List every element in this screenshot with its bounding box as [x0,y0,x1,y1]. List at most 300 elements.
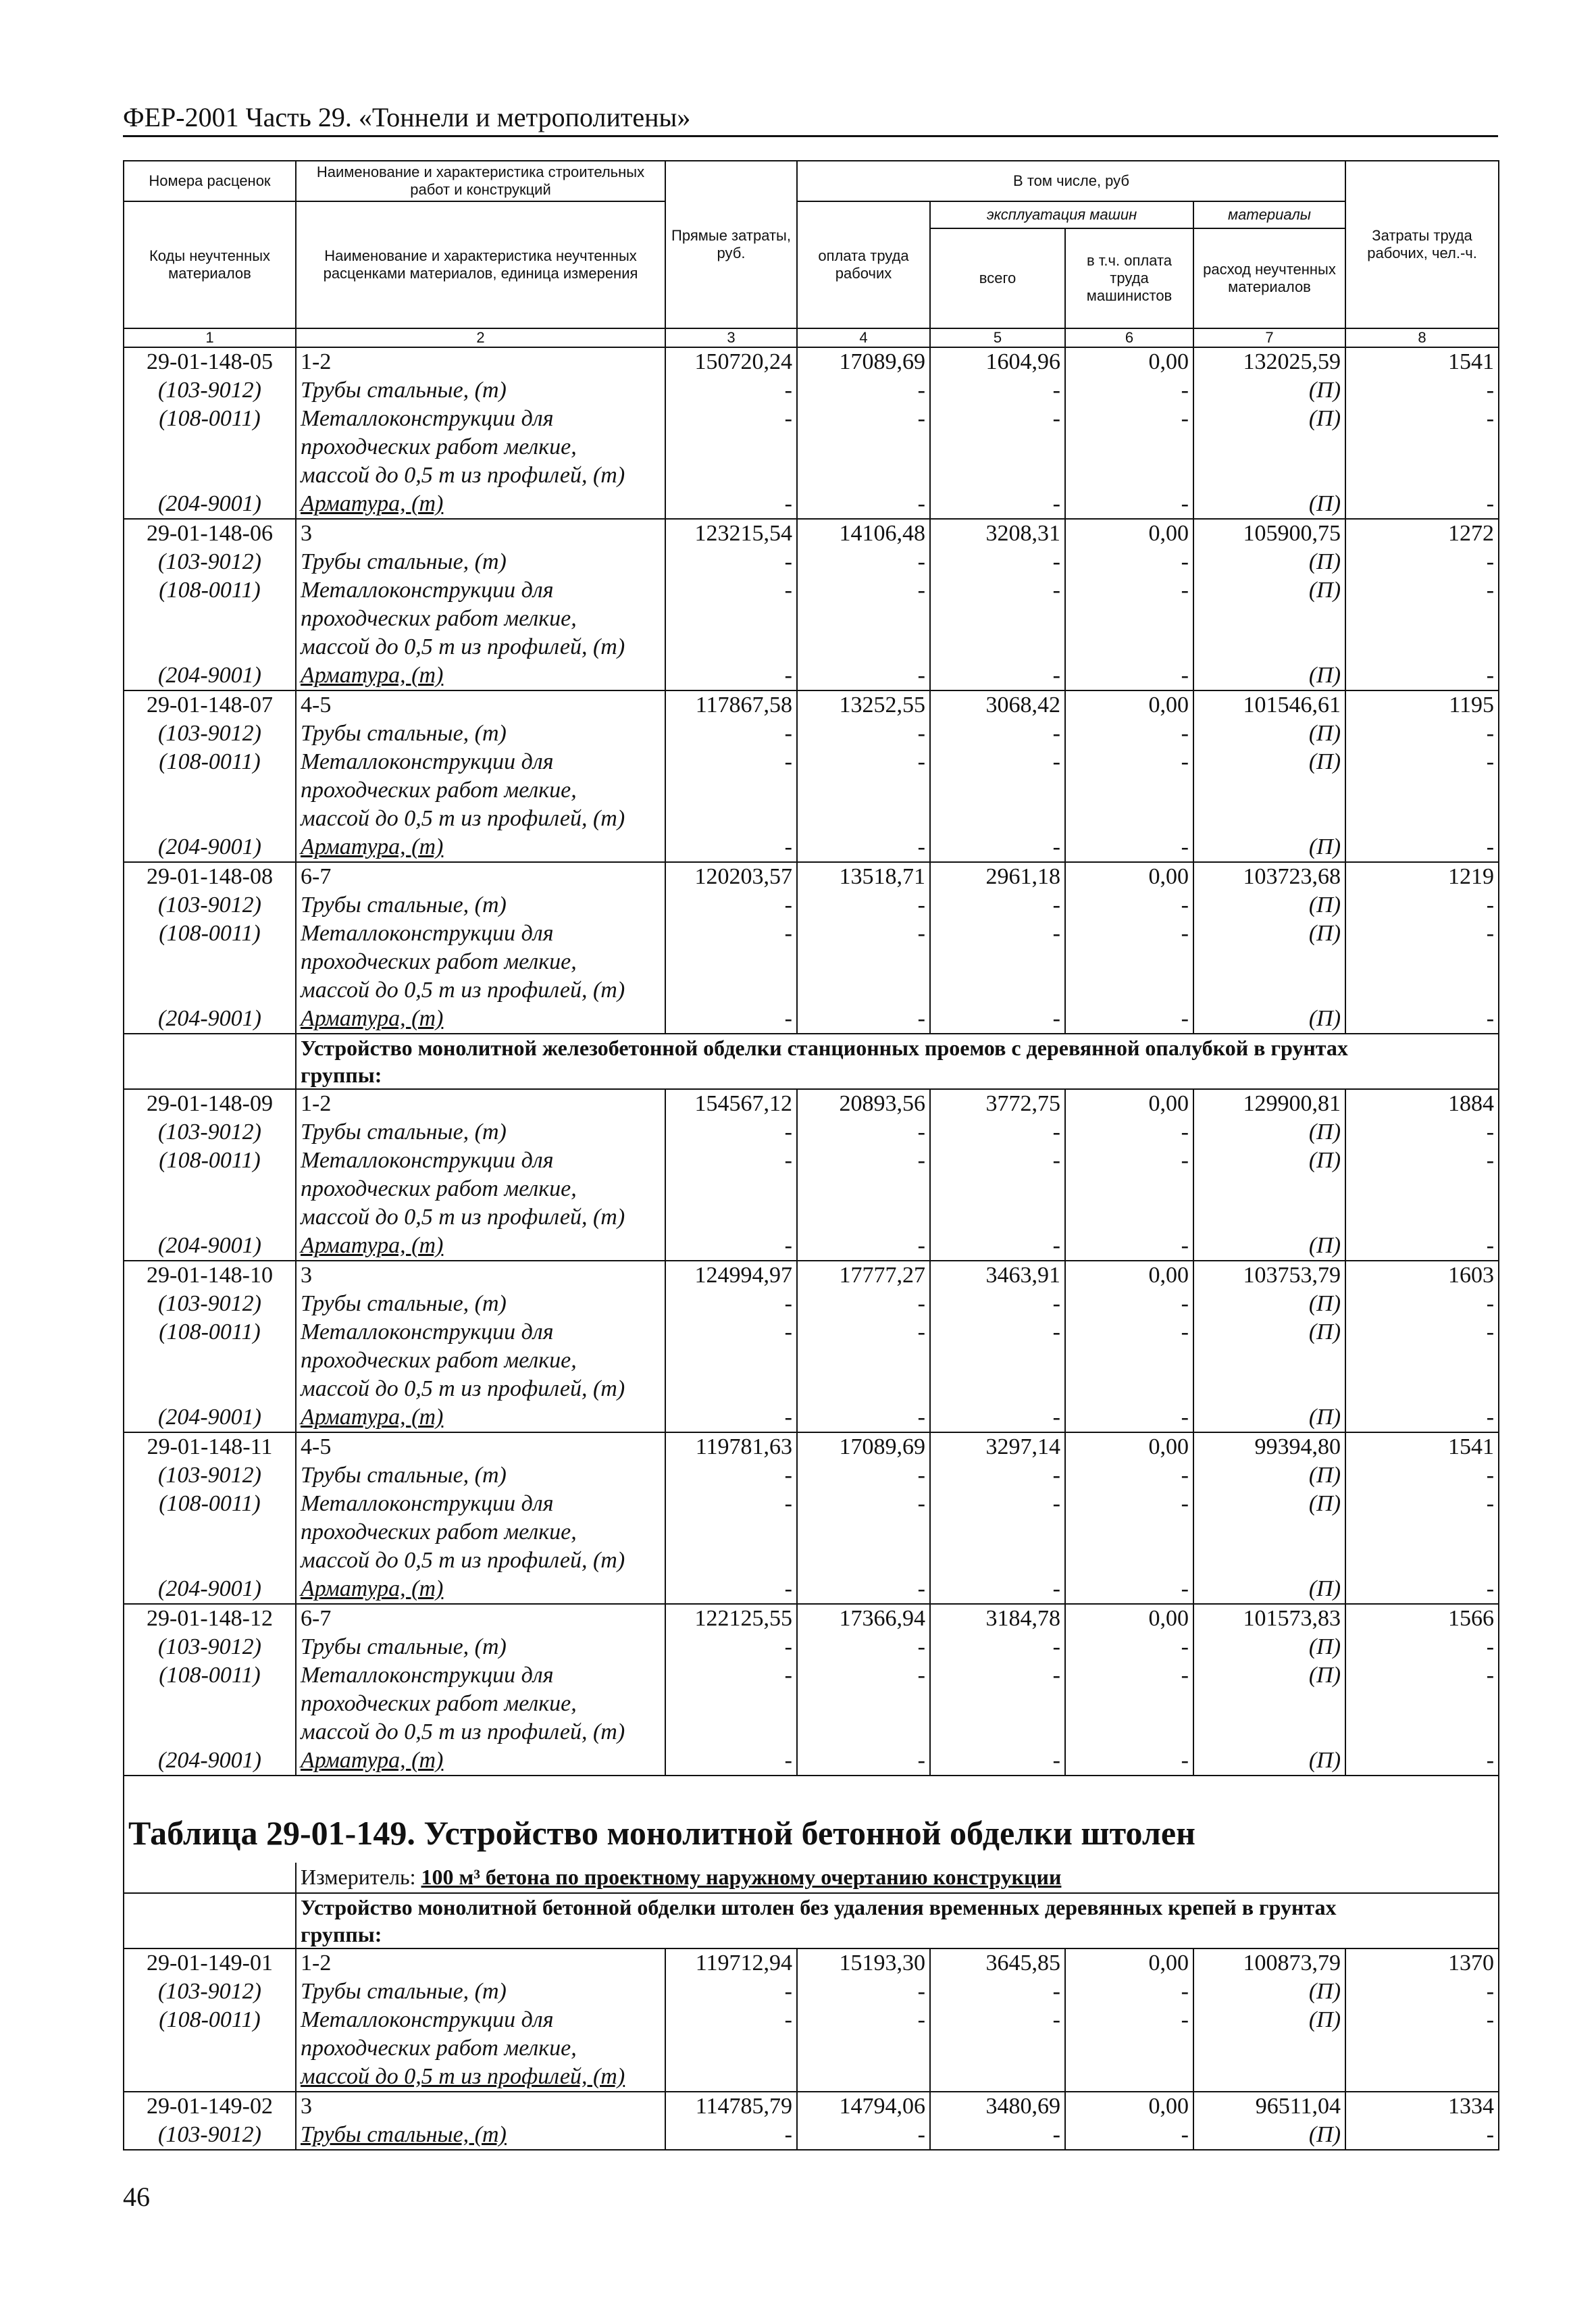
material-row [124,1005,1499,1034]
dash-cell: - [930,891,1065,920]
dash-cell [665,805,797,833]
machinist-cost: 0,00 [1065,2092,1193,2121]
dash-cell [930,433,1065,461]
material-name-text: Трубы стальные, (т) [301,1120,507,1145]
material-name-text: массой до 0,5 т из профилей, (т) [301,2064,625,2089]
material-code [124,433,296,461]
material-name [296,490,665,519]
unaccounted-flag [1193,976,1345,1005]
dash-cell [1345,1690,1499,1718]
dash-cell: - [1065,1461,1193,1490]
table-body [124,347,1499,2150]
dash-cell: - [1345,1290,1499,1318]
unaccounted-flag: (П) [1193,1403,1345,1432]
labor-hours: 1541 [1345,347,1499,376]
dash-cell [1345,1203,1499,1232]
unaccounted-flag [1193,1175,1345,1203]
unaccounted-flag [1193,1546,1345,1575]
dash-cell [1065,1546,1193,1575]
direct-costs: 124994,97 [665,1261,797,1290]
material-code [124,776,296,805]
dash-cell [797,1175,930,1203]
table-title-row [124,1803,1499,1863]
material-row [124,920,1499,948]
material-code: (108-0011) [124,748,296,776]
material-code [124,2063,296,2092]
machine-cost: 2961,18 [930,862,1065,891]
material-code [124,948,296,976]
dash-cell: - [665,920,797,948]
labor-hours: 1541 [1345,1432,1499,1461]
material-name-text: Металлоконструкции для [301,1148,554,1173]
unaccounted-flag [1193,633,1345,661]
dash-cell [797,605,930,633]
material-row [124,576,1499,605]
material-code: (204-9001) [124,661,296,690]
material-name [296,1490,665,1518]
machine-cost: 3068,42 [930,690,1065,720]
dash-cell [665,605,797,633]
labor-cost: 17366,94 [797,1604,930,1633]
dash-cell [797,1203,930,1232]
dash-cell: - [1345,1633,1499,1661]
dash-cell [1065,605,1193,633]
materials-cost: 103723,68 [1193,862,1345,891]
material-row [124,1318,1499,1347]
material-name-text: Трубы стальные, (т) [301,721,507,746]
unaccounted-flag: (П) [1193,748,1345,776]
materials-cost: 99394,80 [1193,1432,1345,1461]
dash-cell: - [797,1633,930,1661]
unaccounted-flag: (П) [1193,661,1345,690]
price-row [124,1948,1499,1978]
dash-cell: - [930,1575,1065,1604]
dash-cell: - [1345,1461,1499,1490]
dash-cell: - [1345,1746,1499,1776]
dash-cell: - [1345,1232,1499,1261]
material-row [124,1575,1499,1604]
material-name-text: Металлоконструкции для [301,1491,554,1516]
material-row [124,1203,1499,1232]
rate-name: 6-7 [296,1604,665,1633]
dash-cell: - [1345,1403,1499,1432]
machine-cost: 1604,96 [930,347,1065,376]
dash-cell: - [930,920,1065,948]
dash-cell [930,1375,1065,1403]
unaccounted-flag: (П) [1193,1147,1345,1175]
dash-cell [797,1718,930,1746]
col-head-labor: оплата труда рабочих [797,201,930,328]
material-name [296,1690,665,1718]
dash-cell: - [930,1318,1065,1347]
table-title: Таблица 29-01-149. Устройство монолитной бетонной обделки штолен [124,1803,1499,1863]
material-code [124,1203,296,1232]
rate-name: 3 [296,1261,665,1290]
material-name [296,1290,665,1318]
unaccounted-flag [1193,1375,1345,1403]
material-name [296,2121,665,2150]
dash-cell: - [1345,1318,1499,1347]
dash-cell: - [665,891,797,920]
dash-cell [1345,776,1499,805]
material-name-text: Арматура, (т) [301,491,444,516]
material-name [296,976,665,1005]
rate-code: 29-01-148-05 [124,347,296,376]
material-code: (204-9001) [124,1746,296,1776]
price-row [124,690,1499,720]
dash-cell: - [665,2006,797,2034]
dash-cell [1065,433,1193,461]
material-code: (103-9012) [124,2121,296,2150]
dash-cell [1065,1375,1193,1403]
col-head-codes: Номера расценок [124,161,296,201]
direct-costs: 154567,12 [665,1089,797,1118]
dash-cell: - [930,1005,1065,1034]
dash-cell: - [665,1005,797,1034]
dash-cell [1065,776,1193,805]
material-name [296,2063,665,2092]
unaccounted-flag [1193,433,1345,461]
materials-cost: 100873,79 [1193,1948,1345,1978]
rate-code: 29-01-149-01 [124,1948,296,1978]
dash-cell: - [1345,748,1499,776]
material-code: (204-9001) [124,1403,296,1432]
material-name [296,2034,665,2063]
unaccounted-flag [1193,461,1345,490]
material-row [124,2034,1499,2063]
unaccounted-flag: (П) [1193,1290,1345,1318]
dash-cell [665,976,797,1005]
dash-cell [930,1690,1065,1718]
dash-cell: - [1345,405,1499,433]
dash-cell: - [797,833,930,862]
dash-cell: - [797,2006,930,2034]
material-name [296,805,665,833]
dash-cell: - [1345,576,1499,605]
material-name-text: массой до 0,5 т из профилей, (т) [301,1205,625,1230]
material-row [124,1690,1499,1718]
dash-cell: - [797,1661,930,1690]
labor-cost: 17777,27 [797,1261,930,1290]
material-code: (108-0011) [124,920,296,948]
column-numbers: 1 2 3 4 5 6 7 8 [124,328,1499,347]
labor-cost: 20893,56 [797,1089,930,1118]
direct-costs: 150720,24 [665,347,797,376]
material-row [124,1978,1499,2006]
dash-cell [665,776,797,805]
dash-cell [1345,1347,1499,1375]
labor-hours: 1370 [1345,1948,1499,1978]
dash-cell [665,1203,797,1232]
material-name-text: Арматура, (т) [301,1748,444,1773]
materials-cost: 105900,75 [1193,519,1345,548]
unaccounted-flag: (П) [1193,1005,1345,1034]
spacer-cell [124,1776,1499,1803]
material-name [296,461,665,490]
dash-cell [1345,1546,1499,1575]
material-code: (103-9012) [124,1290,296,1318]
machine-cost: 3208,31 [930,519,1065,548]
dash-cell: - [797,1490,930,1518]
material-code [124,1518,296,1546]
direct-costs: 119781,63 [665,1432,797,1461]
material-code: (103-9012) [124,1461,296,1490]
material-code: (108-0011) [124,2006,296,2034]
unaccounted-flag [1193,1347,1345,1375]
material-code [124,1175,296,1203]
dash-cell: - [1345,1575,1499,1604]
rate-name: 4-5 [296,1432,665,1461]
dash-cell [797,2034,930,2063]
material-code [124,1375,296,1403]
dash-cell [1065,633,1193,661]
material-name-text: проходческих работ мелкие, [301,949,577,974]
dash-cell: - [797,548,930,576]
material-name [296,405,665,433]
dash-cell: - [1345,833,1499,862]
dash-cell: - [1345,1661,1499,1690]
unaccounted-flag: (П) [1193,2121,1345,2150]
material-name [296,1546,665,1575]
materials-cost: 129900,81 [1193,1089,1345,1118]
dash-cell [797,1347,930,1375]
dash-cell: - [797,490,930,519]
labor-hours: 1272 [1345,519,1499,548]
machinist-cost: 0,00 [1065,1432,1193,1461]
machinist-cost: 0,00 [1065,862,1193,891]
dash-cell: - [930,1118,1065,1147]
material-name-text: Арматура, (т) [301,1576,444,1601]
material-code [124,633,296,661]
dash-cell [797,633,930,661]
col-head-hours: Затраты труда рабочих, чел.-ч. [1345,161,1499,328]
dash-cell: - [665,548,797,576]
direct-costs: 114785,79 [665,2092,797,2121]
dash-cell [665,2063,797,2092]
group-heading [124,1034,1499,1089]
page-number: 46 [123,2182,150,2212]
dash-cell: - [1065,1318,1193,1347]
dash-cell [797,1375,930,1403]
material-code [124,1690,296,1718]
dash-cell: - [1065,1978,1193,2006]
material-code: (103-9012) [124,1118,296,1147]
material-name [296,376,665,405]
material-row [124,1490,1499,1518]
dash-cell: - [797,920,930,948]
material-row [124,891,1499,920]
unaccounted-flag [1193,805,1345,833]
dash-cell [665,1375,797,1403]
price-row [124,1261,1499,1290]
dash-cell [930,605,1065,633]
material-row [124,1746,1499,1776]
dash-cell [930,976,1065,1005]
dash-cell [665,1546,797,1575]
dash-cell [797,948,930,976]
labor-cost: 14794,06 [797,2092,930,2121]
unaccounted-flag: (П) [1193,891,1345,920]
material-code: (204-9001) [124,833,296,862]
price-row [124,1432,1499,1461]
dash-cell: - [797,891,930,920]
dash-cell: - [930,1147,1065,1175]
dash-cell: - [665,490,797,519]
material-name [296,548,665,576]
dash-cell: - [1065,920,1193,948]
unaccounted-flag: (П) [1193,576,1345,605]
dash-cell [665,1175,797,1203]
material-name-text: массой до 0,5 т из профилей, (т) [301,1548,625,1573]
material-row [124,1718,1499,1746]
dash-cell [930,1718,1065,1746]
dash-cell [1065,1518,1193,1546]
dash-cell [665,1347,797,1375]
material-code: (108-0011) [124,1318,296,1347]
direct-costs: 119712,94 [665,1948,797,1978]
dash-cell [930,461,1065,490]
group-title-line: группы: [301,1922,382,1946]
dash-cell [1065,805,1193,833]
dash-cell: - [1065,376,1193,405]
material-code: (103-9012) [124,376,296,405]
material-row [124,1118,1499,1147]
material-name-text: Металлоконструкции для [301,1663,554,1688]
dash-cell: - [930,661,1065,690]
dash-cell: - [930,405,1065,433]
material-code: (204-9001) [124,1005,296,1034]
dash-cell: - [930,490,1065,519]
rate-code: 29-01-149-02 [124,2092,296,2121]
dash-cell [665,1690,797,1718]
dash-cell [665,2034,797,2063]
material-code [124,1347,296,1375]
col-head-machines: эксплуатация машин [930,201,1193,228]
group-title-line: Устройство монолитной железобетонной обделки станционных проемов с деревянной опалубкой в грунтах [301,1036,1348,1060]
material-code: (103-9012) [124,720,296,748]
machinist-cost: 0,00 [1065,519,1193,548]
machine-cost: 3772,75 [930,1089,1065,1118]
material-name [296,891,665,920]
dash-cell [1065,1175,1193,1203]
material-name-text: Арматура, (т) [301,834,444,859]
material-name [296,433,665,461]
dash-cell: - [665,376,797,405]
material-row [124,1518,1499,1546]
labor-cost: 17089,69 [797,347,930,376]
dash-cell: - [665,576,797,605]
dash-cell [1345,976,1499,1005]
measure-text [296,1863,1499,1893]
dash-cell: - [665,661,797,690]
material-row [124,976,1499,1005]
materials-cost: 132025,59 [1193,347,1345,376]
dash-cell [1345,433,1499,461]
material-name-text: массой до 0,5 т из профилей, (т) [301,1376,625,1401]
dash-cell [1345,633,1499,661]
material-code: (103-9012) [124,1978,296,2006]
unaccounted-flag: (П) [1193,1490,1345,1518]
dash-cell: - [665,1403,797,1432]
labor-hours: 1334 [1345,2092,1499,2121]
material-code [124,1546,296,1575]
labor-hours: 1884 [1345,1089,1499,1118]
material-row [124,833,1499,862]
rate-code: 29-01-148-06 [124,519,296,548]
material-code: (204-9001) [124,490,296,519]
dash-cell: - [797,2121,930,2150]
dash-cell [1065,976,1193,1005]
material-code: (108-0011) [124,1490,296,1518]
dash-cell: - [797,576,930,605]
material-name [296,1118,665,1147]
col-head-work-name: Наименование и характеристика строительных работ и конструкций [296,161,665,201]
spacer-row [124,1776,1499,1803]
dash-cell [1065,1347,1193,1375]
material-name-text: проходческих работ мелкие, [301,434,577,459]
material-name [296,1203,665,1232]
dash-cell [1065,948,1193,976]
dash-cell [930,1175,1065,1203]
dash-cell [930,1518,1065,1546]
rate-code: 29-01-148-10 [124,1261,296,1290]
unaccounted-flag: (П) [1193,490,1345,519]
group-heading [124,1893,1499,1948]
material-name-text: Арматура, (т) [301,1233,444,1258]
labor-hours: 1219 [1345,862,1499,891]
dash-cell [1345,2063,1499,2092]
rate-name: 4-5 [296,690,665,720]
machinist-cost: 0,00 [1065,690,1193,720]
material-name-text: проходческих работ мелкие, [301,2036,577,2061]
material-name-text: Арматура, (т) [301,1006,444,1031]
material-name-text: Трубы стальные, (т) [301,1634,507,1659]
unaccounted-flag: (П) [1193,405,1345,433]
direct-costs: 122125,55 [665,1604,797,1633]
dash-cell: - [797,1403,930,1432]
machinist-cost: 0,00 [1065,1261,1193,1290]
material-row [124,1375,1499,1403]
group-title [296,1034,1499,1089]
dash-cell: - [1345,661,1499,690]
dash-cell: - [665,1661,797,1690]
material-code [124,461,296,490]
material-name-text: Металлоконструкции для [301,578,554,603]
dash-cell: - [1065,2006,1193,2034]
unaccounted-flag: (П) [1193,376,1345,405]
material-name-text: Металлоконструкции для [301,921,554,946]
labor-cost: 15193,30 [797,1948,930,1978]
dash-cell: - [665,833,797,862]
table-header [124,161,1499,347]
material-code [124,976,296,1005]
material-name-text: Трубы стальные, (т) [301,2122,507,2147]
material-name-text: Трубы стальные, (т) [301,1291,507,1316]
material-name [296,1518,665,1546]
material-name [296,776,665,805]
dash-cell: - [797,661,930,690]
dash-cell: - [1345,376,1499,405]
dash-cell [665,461,797,490]
material-row [124,1633,1499,1661]
dash-cell [930,948,1065,976]
rate-name: 1-2 [296,1948,665,1978]
dash-cell: - [797,748,930,776]
col-head-direct: Прямые затраты, руб. [665,161,797,328]
material-name [296,1375,665,1403]
rate-code: 29-01-148-11 [124,1432,296,1461]
material-row [124,1290,1499,1318]
